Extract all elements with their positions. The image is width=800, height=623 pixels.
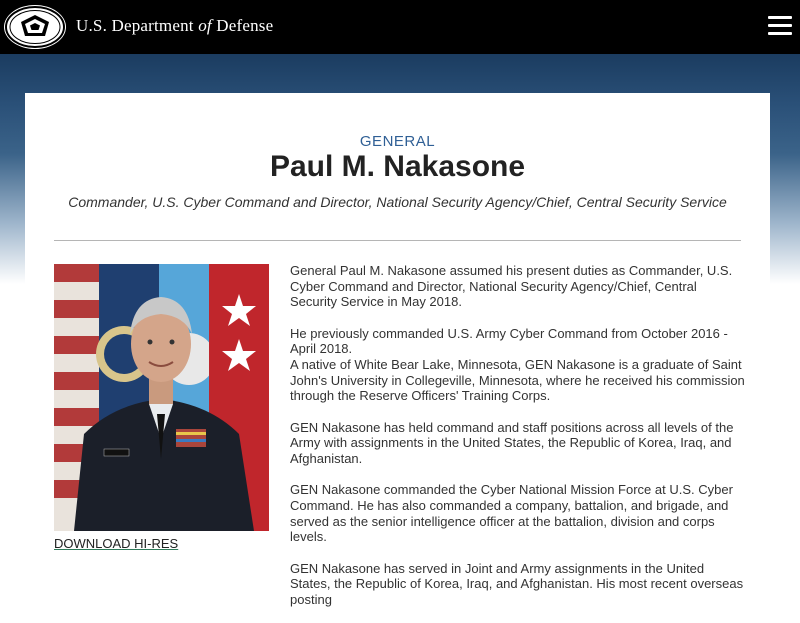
bio-paragraph: GEN Nakasone commanded the Cyber National Mission Force at U.S. Cyber Command. He has also commanded a company, battalion, and brigade, and served as the senior intelligence officer at the battalion, division and corps levels. bbox=[290, 482, 733, 545]
leader-name: Paul M. Nakasone bbox=[269, 150, 526, 183]
site-brand-title[interactable] bbox=[76, 16, 273, 36]
bio-paragraph: A native of White Bear Lake, Minnesota, GEN Nakasone is a graduate of Saint John's University in Collegeville, Minnesota, where he received his commission through the Reserve Officers' Training Corps. bbox=[290, 357, 745, 404]
bio-paragraph: He previously commanded U.S. Army Cyber Command from October 2016 - April 2018. bbox=[290, 325, 728, 357]
bio-paragraph: GEN Nakasone has held command and staff positions across all levels of the Army with assignments in the United States, the Republic of Korea, Iraq, and Afghanistan. bbox=[290, 419, 734, 467]
brand-suffix: Defense bbox=[216, 16, 274, 35]
top-navigation-bar bbox=[0, 0, 800, 54]
divider bbox=[54, 240, 741, 241]
biography-text bbox=[290, 263, 745, 623]
bio-paragraph: GEN Nakasone has served in Joint and Army assignments in the United States, the Republic of Korea, Iraq, and Afghanistan. His most recent overseas posting bbox=[290, 560, 744, 607]
official-portrait[interactable] bbox=[54, 264, 269, 531]
bio-paragraph: General Paul M. Nakasone assumed his present duties as Commander, U.S. Cyber Command and Director, National Security Agency/Chief, Central Security Service in May 2018. bbox=[290, 263, 733, 310]
brand-of: of bbox=[198, 16, 212, 35]
brand-prefix: U.S. Department bbox=[76, 16, 194, 35]
hamburger-menu-icon[interactable] bbox=[768, 16, 792, 36]
rank-label: GENERAL bbox=[359, 133, 436, 150]
pentagon-seal-icon[interactable] bbox=[4, 5, 66, 49]
download-hi-res-link[interactable]: DOWNLOAD HI-RES bbox=[54, 536, 179, 551]
leader-position: Commander, U.S. Cyber Command and Director, National Security Agency/Chief, Central Security Service bbox=[68, 194, 727, 210]
leader-profile-card bbox=[25, 93, 770, 607]
